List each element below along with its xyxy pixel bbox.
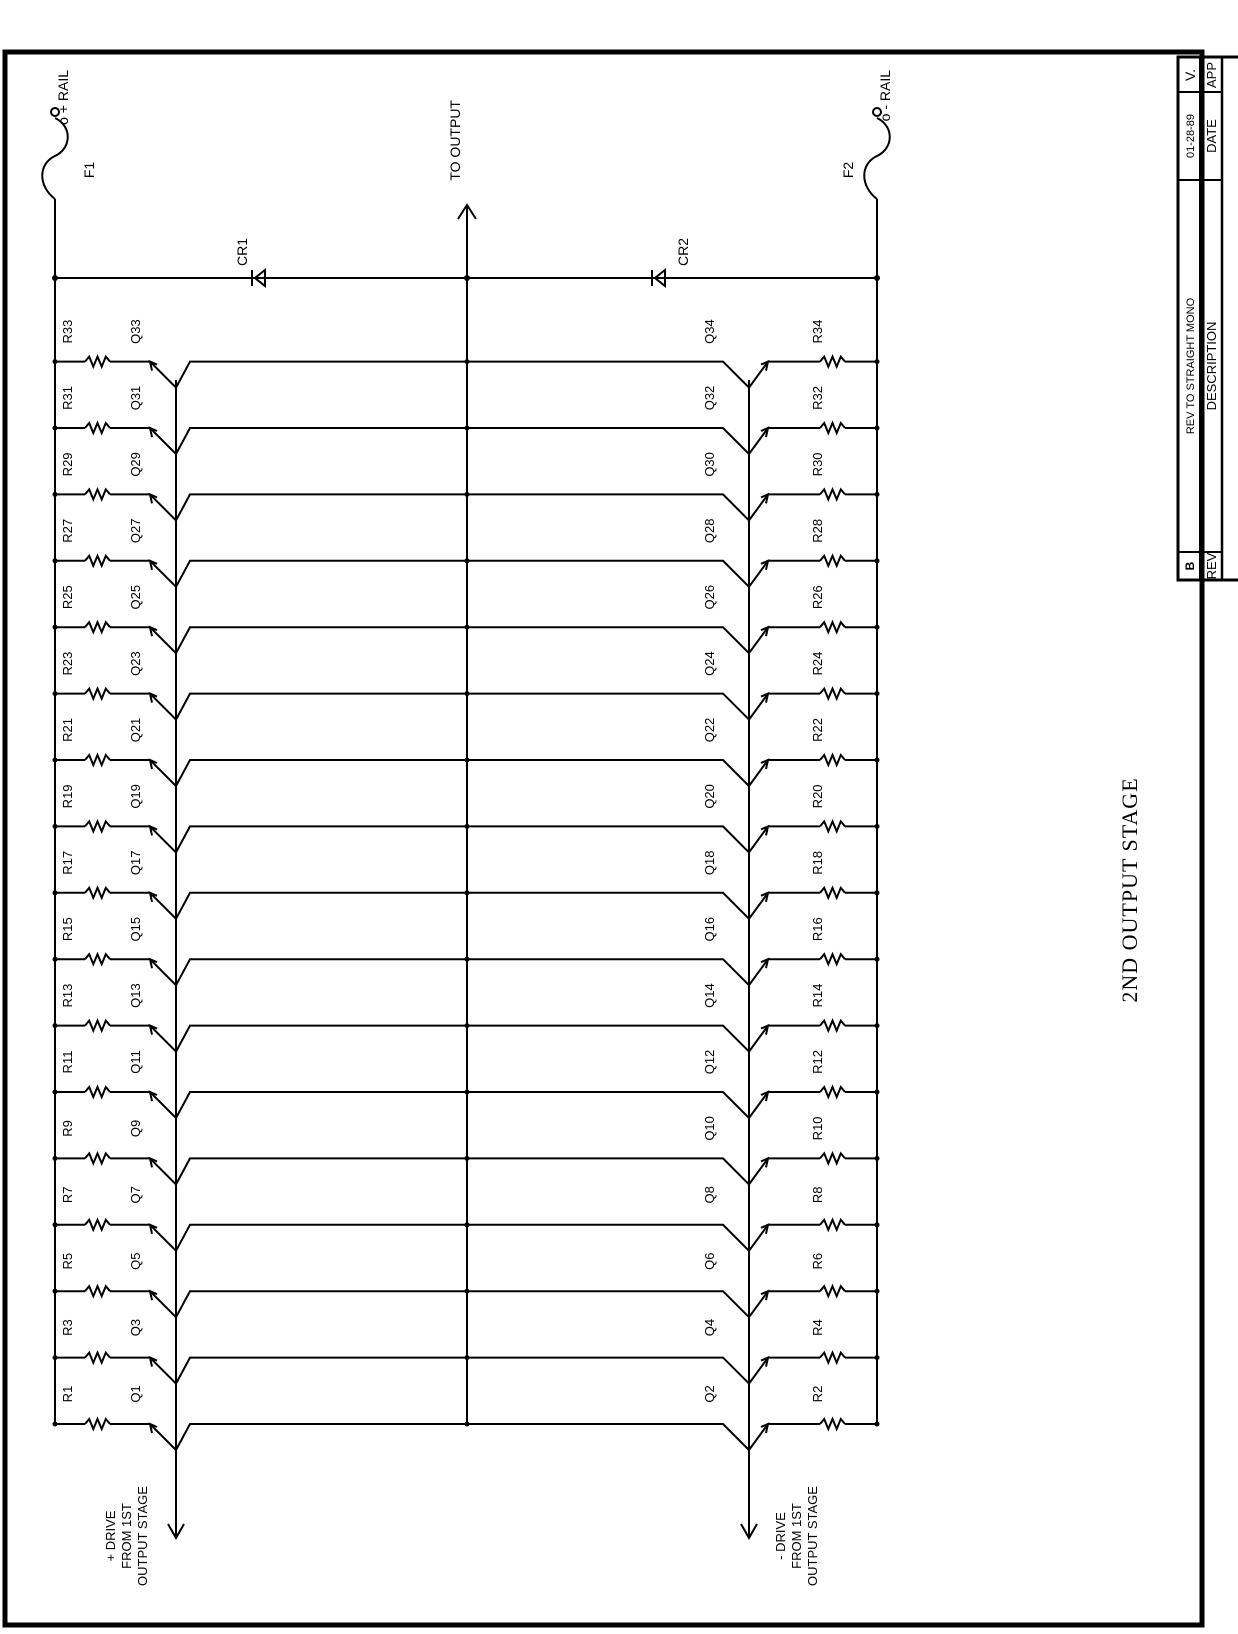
resistor-label: R4 — [810, 1319, 825, 1336]
upper-collector — [176, 1092, 467, 1118]
lower-collector — [467, 1158, 749, 1184]
rev-app: V. — [1182, 69, 1198, 81]
resistor-label: R15 — [60, 917, 75, 942]
resistor-symbol — [85, 689, 110, 699]
upper-collector — [176, 1225, 467, 1251]
upper-emitter — [150, 1424, 176, 1450]
upper-emitter — [150, 494, 176, 520]
junction-dot — [53, 359, 58, 364]
upper-collector — [176, 494, 467, 520]
lower-collector — [467, 1291, 749, 1317]
lower-collector — [467, 1092, 749, 1118]
transistor-label: Q18 — [702, 850, 717, 876]
pos-drive-label — [103, 1486, 150, 1586]
lower-collector — [467, 561, 749, 587]
upper-emitter — [150, 893, 176, 919]
upper-collector — [176, 362, 467, 388]
header-date: DATE — [1204, 119, 1219, 153]
neg-drive-line-3: OUTPUT STAGE — [805, 1486, 820, 1586]
resistor-label: R23 — [60, 651, 75, 676]
resistor-symbol — [820, 1087, 845, 1097]
transistor-label: Q17 — [128, 850, 143, 876]
junction-dot — [53, 558, 58, 563]
upper-collector — [176, 1026, 467, 1052]
resistor-label: R13 — [60, 983, 75, 1008]
junction-dot — [465, 1023, 470, 1028]
junction-dot — [465, 1289, 470, 1294]
lower-emitter — [749, 627, 768, 653]
junction-dot — [465, 1156, 470, 1161]
resistor-symbol — [85, 1087, 110, 1097]
resistor-symbol — [85, 489, 110, 499]
resistor-label: R11 — [60, 1050, 75, 1074]
upper-emitter — [150, 826, 176, 852]
upper-collector — [176, 1358, 467, 1384]
lower-collector — [467, 694, 749, 720]
junction-dot — [465, 957, 470, 962]
resistor-label: R6 — [810, 1252, 825, 1270]
junction-dot — [53, 625, 58, 630]
lower-emitter — [749, 959, 768, 985]
neg-drive-label — [773, 1486, 820, 1586]
junction-dot — [53, 758, 58, 763]
resistor-symbol — [820, 357, 845, 367]
header-rev: REV — [1204, 552, 1219, 580]
resistor-label: R7 — [60, 1186, 75, 1204]
resistor-label: R27 — [60, 518, 75, 543]
lower-emitter — [749, 428, 768, 454]
lower-collector — [467, 826, 749, 852]
junction-dot — [465, 359, 470, 364]
resistor-symbol — [85, 1419, 110, 1429]
resistor-label: R24 — [810, 651, 825, 676]
junction-dot — [465, 691, 470, 696]
transistor-label: Q21 — [128, 717, 143, 743]
transistor-label: Q25 — [128, 584, 143, 610]
transistor-label: Q32 — [702, 385, 717, 411]
junction-dot — [875, 1156, 880, 1161]
lower-emitter — [749, 694, 768, 720]
pos-drive-line-3: OUTPUT STAGE — [135, 1486, 150, 1586]
pos-drive-line-2: FROM 1ST — [119, 1503, 134, 1569]
transistor-label: Q29 — [128, 452, 143, 477]
transistor-label: Q15 — [128, 916, 143, 942]
junction-dot — [52, 275, 58, 281]
resistor-symbol — [820, 423, 845, 433]
resistor-label: R26 — [810, 585, 825, 610]
upper-collector — [176, 1291, 467, 1317]
resistor-symbol — [820, 1353, 845, 1363]
resistor-symbol — [820, 821, 845, 831]
transistor-label: Q10 — [702, 1116, 717, 1141]
resistor-symbol — [820, 689, 845, 699]
lower-emitter — [749, 561, 768, 587]
junction-dot — [465, 758, 470, 763]
resistor-symbol — [820, 1021, 845, 1031]
resistor-symbol — [820, 1419, 845, 1429]
junction-dot — [875, 1289, 880, 1294]
upper-collector — [176, 959, 467, 985]
transistor-label: Q8 — [702, 1186, 717, 1204]
upper-collector — [176, 760, 467, 786]
transistor-label: Q11 — [128, 1050, 143, 1074]
junction-dot — [465, 426, 470, 431]
resistor-label: R31 — [60, 386, 75, 410]
transistor-label: Q33 — [128, 319, 143, 344]
junction-dot — [53, 1023, 58, 1028]
upper-collector — [176, 561, 467, 587]
neg-rail-label: o - RAIL — [877, 70, 893, 122]
transistor-label: Q23 — [128, 651, 143, 676]
resistor-symbol — [85, 954, 110, 964]
junction-dot — [875, 890, 880, 895]
resistor-symbol — [85, 1353, 110, 1363]
upper-collector — [176, 627, 467, 653]
junction-dot — [53, 1355, 58, 1360]
transistor-label: Q13 — [128, 983, 143, 1008]
lower-collector — [467, 1225, 749, 1251]
lower-collector — [467, 494, 749, 520]
transistor-label: Q6 — [702, 1252, 717, 1270]
junction-dot — [875, 492, 880, 497]
resistor-label: R29 — [60, 452, 75, 477]
upper-emitter — [150, 627, 176, 653]
upper-emitter — [150, 362, 176, 388]
junction-dot — [53, 890, 58, 895]
resistor-label: R17 — [60, 850, 75, 875]
lower-emitter — [749, 1225, 768, 1251]
upper-collector — [176, 1424, 467, 1450]
diode-cr1-label: CR1 — [234, 237, 250, 267]
upper-emitter — [150, 1026, 176, 1052]
resistor-label: R30 — [810, 452, 825, 477]
upper-collector — [176, 694, 467, 720]
junction-dot — [875, 758, 880, 763]
upper-collector — [176, 428, 467, 454]
lower-emitter — [749, 760, 768, 786]
rev-date: 01-28-89 — [1185, 113, 1197, 159]
lower-collector — [467, 1026, 749, 1052]
junction-dot — [875, 625, 880, 630]
neg-drive-line-2: FROM 1ST — [789, 1503, 804, 1569]
lower-emitter — [749, 1424, 768, 1450]
upper-emitter — [150, 694, 176, 720]
junction-dot — [53, 1090, 58, 1095]
junction-dot — [875, 1355, 880, 1360]
transistor-label: Q19 — [128, 784, 143, 809]
junction-dot — [53, 957, 58, 962]
resistor-symbol — [85, 423, 110, 433]
resistor-symbol — [85, 821, 110, 831]
fuse-f2-symbol — [864, 118, 890, 199]
upper-emitter — [150, 1092, 176, 1118]
transistor-label: Q20 — [702, 784, 717, 809]
diode-cr2-label: CR2 — [675, 237, 691, 267]
lower-emitter — [749, 494, 768, 520]
upper-emitter — [150, 1158, 176, 1184]
transistor-label: Q16 — [702, 916, 717, 942]
transistor-label: Q30 — [702, 452, 717, 477]
junction-dot — [874, 275, 880, 281]
neg-drive-line-1: - DRIVE — [773, 1512, 788, 1560]
resistor-label: R8 — [810, 1186, 825, 1204]
lower-emitter — [749, 893, 768, 919]
lower-collector — [467, 959, 749, 985]
resistor-label: R18 — [810, 850, 825, 875]
transistor-label: Q14 — [702, 983, 717, 1008]
junction-dot — [465, 1355, 470, 1360]
output-label: TO OUTPUT — [447, 100, 463, 181]
junction-dot — [875, 1090, 880, 1095]
resistor-label: R3 — [60, 1319, 75, 1336]
resistor-label: R34 — [810, 319, 825, 344]
lower-emitter — [749, 1158, 768, 1184]
resistor-symbol — [85, 755, 110, 765]
junction-dot — [875, 1222, 880, 1227]
lower-collector — [467, 1358, 749, 1384]
junction-dot — [875, 1023, 880, 1028]
resistor-label: R28 — [810, 518, 825, 543]
resistor-label: R19 — [60, 784, 75, 809]
resistor-label: R32 — [810, 386, 825, 410]
resistor-symbol — [820, 755, 845, 765]
lower-emitter — [749, 1358, 768, 1384]
junction-dot — [875, 359, 880, 364]
junction-dot — [875, 957, 880, 962]
resistor-label: R12 — [810, 1050, 825, 1074]
rev-description: REV TO STRAIGHT MONO — [1185, 297, 1197, 435]
lower-collector — [467, 627, 749, 653]
junction-dot — [875, 824, 880, 829]
junction-dot — [465, 824, 470, 829]
upper-emitter — [150, 1291, 176, 1317]
junction-dot — [53, 824, 58, 829]
resistor-symbol — [85, 888, 110, 898]
resistor-symbol — [85, 357, 110, 367]
junction-dot — [53, 492, 58, 497]
junction-dot — [465, 625, 470, 630]
junction-dot — [53, 1156, 58, 1161]
junction-dot — [465, 1222, 470, 1227]
resistor-label: R5 — [60, 1252, 75, 1270]
lower-collector — [467, 428, 749, 454]
resistor-label: R9 — [60, 1120, 75, 1137]
transistor-label: Q9 — [128, 1119, 143, 1138]
pos-rail-label: o + RAIL — [55, 70, 71, 125]
transistor-label: Q7 — [128, 1186, 143, 1204]
junction-dot — [465, 1090, 470, 1095]
resistor-label: R16 — [810, 917, 825, 942]
transistor-label: Q1 — [128, 1385, 143, 1403]
junction-dot — [465, 492, 470, 497]
resistor-label: R1 — [60, 1385, 75, 1403]
resistor-label: R14 — [810, 983, 825, 1008]
transistor-label: Q22 — [702, 717, 717, 743]
transistor-label: Q31 — [128, 385, 143, 411]
resistor-symbol — [85, 1286, 110, 1296]
resistor-label: R21 — [60, 718, 75, 742]
title-block — [1178, 57, 1238, 580]
junction-dot — [465, 890, 470, 895]
transistor-label: Q4 — [702, 1318, 717, 1337]
fuse-f2-label: F2 — [840, 161, 856, 179]
resistor-symbol — [85, 1021, 110, 1031]
header-description: DESCRIPTION — [1204, 321, 1219, 411]
lower-collector — [467, 760, 749, 786]
junction-dot — [875, 691, 880, 696]
upper-collector — [176, 1158, 467, 1184]
upper-emitter — [150, 959, 176, 985]
transistor-label: Q12 — [702, 1049, 717, 1075]
junction-dot — [875, 426, 880, 431]
resistor-symbol — [820, 1153, 845, 1163]
resistor-label: R20 — [810, 784, 825, 809]
resistor-symbol — [85, 1220, 110, 1230]
resistor-symbol — [85, 1153, 110, 1163]
transistor-label: Q34 — [702, 319, 717, 344]
transistor-label: Q27 — [128, 518, 143, 544]
junction-dot — [53, 691, 58, 696]
junction-dot — [464, 275, 470, 281]
resistor-symbol — [820, 556, 845, 566]
upper-collector — [176, 826, 467, 852]
transistor-label: Q24 — [702, 651, 717, 676]
lower-emitter — [749, 1291, 768, 1317]
junction-dot — [465, 558, 470, 563]
upper-emitter — [150, 760, 176, 786]
lower-emitter — [749, 1092, 768, 1118]
resistor-label: R22 — [810, 718, 825, 742]
resistor-symbol — [85, 622, 110, 632]
junction-dot — [53, 1222, 58, 1227]
resistor-symbol — [820, 1286, 845, 1296]
upper-emitter — [150, 1225, 176, 1251]
junction-dot — [875, 1422, 880, 1427]
resistor-label: R33 — [60, 319, 75, 344]
transistor-label: Q5 — [128, 1252, 143, 1270]
junction-dot — [53, 1422, 58, 1427]
resistor-symbol — [820, 1220, 845, 1230]
lower-collector — [467, 362, 749, 388]
junction-dot — [53, 426, 58, 431]
resistor-symbol — [820, 489, 845, 499]
stage-title: 2ND OUTPUT STAGE — [1117, 777, 1142, 1003]
header-app: APP — [1204, 61, 1219, 89]
resistor-symbol — [820, 954, 845, 964]
upper-emitter — [150, 1358, 176, 1384]
resistor-symbol — [820, 888, 845, 898]
lower-emitter — [749, 826, 768, 852]
transistor-label: Q28 — [702, 518, 717, 544]
junction-dot — [53, 1289, 58, 1294]
rev-letter: B — [1183, 561, 1197, 571]
lower-collector — [467, 1424, 749, 1450]
resistor-label: R2 — [810, 1385, 825, 1403]
transistor-label: Q26 — [702, 584, 717, 610]
lower-emitter — [749, 1026, 768, 1052]
transistor-label: Q2 — [702, 1385, 717, 1403]
upper-emitter — [150, 428, 176, 454]
upper-collector — [176, 893, 467, 919]
junction-dot — [875, 558, 880, 563]
resistor-label: R25 — [60, 585, 75, 610]
upper-emitter — [150, 561, 176, 587]
resistor-label: R10 — [810, 1116, 825, 1141]
junction-dot — [465, 1422, 470, 1427]
lower-emitter — [749, 362, 768, 388]
transistor-label: Q3 — [128, 1318, 143, 1337]
resistor-symbol — [820, 622, 845, 632]
lower-collector — [467, 893, 749, 919]
fuse-f1-label: F1 — [81, 161, 97, 179]
fuse-f1-symbol — [42, 118, 68, 199]
pos-drive-line-1: + DRIVE — [103, 1510, 118, 1562]
resistor-symbol — [85, 556, 110, 566]
